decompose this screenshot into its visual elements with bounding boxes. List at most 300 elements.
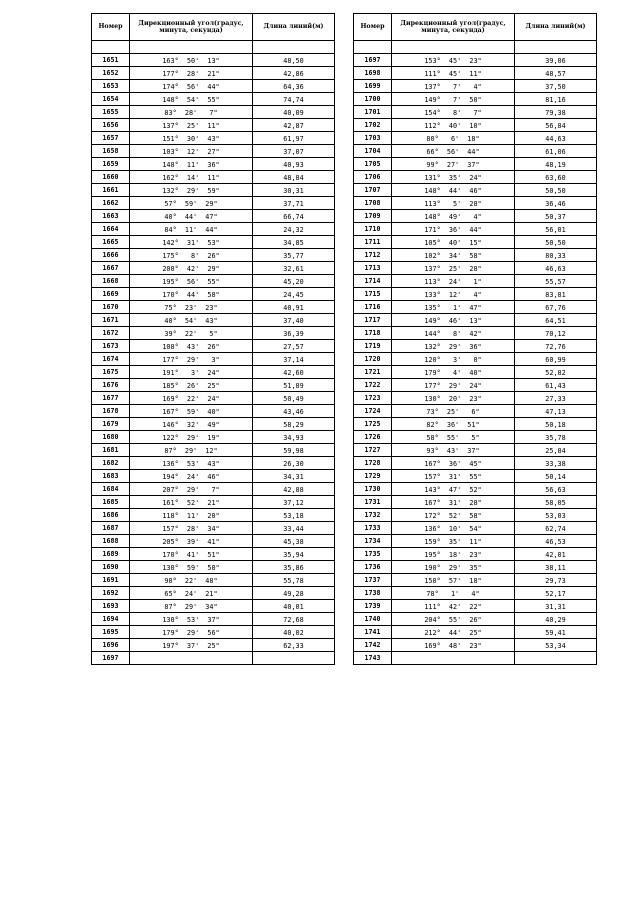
line-length: 24,32	[253, 223, 335, 236]
point-number: 1694	[92, 613, 130, 626]
table-row	[92, 184, 335, 197]
direction-angle: 93° 43' 37"	[392, 444, 515, 457]
table-row	[354, 340, 597, 353]
point-number: 1697	[354, 54, 392, 67]
line-length: 53,34	[515, 639, 597, 652]
direction-angle: 108° 43' 26"	[130, 340, 253, 353]
direction-angle: 87° 29' 34"	[130, 600, 253, 613]
point-number: 1711	[354, 236, 392, 249]
table-row	[92, 509, 335, 522]
direction-angle: 111° 42' 22"	[392, 600, 515, 613]
line-length: 31,31	[515, 600, 597, 613]
header-number: Номер	[354, 14, 392, 41]
direction-angle: 75° 23' 23"	[130, 301, 253, 314]
line-length: 61,97	[253, 132, 335, 145]
line-length: 38,11	[515, 561, 597, 574]
direction-angle: 103° 12' 27"	[130, 145, 253, 158]
line-length: 46,53	[515, 535, 597, 548]
direction-angle: 195° 18' 23"	[392, 548, 515, 561]
table-row	[92, 145, 335, 158]
direction-angle: 130° 59' 50"	[130, 561, 253, 574]
direction-angle: 197° 37' 25"	[130, 639, 253, 652]
table-row	[354, 483, 597, 496]
line-length: 56,84	[515, 119, 597, 132]
direction-angle: 151° 30' 43"	[130, 132, 253, 145]
line-length: 43,46	[253, 405, 335, 418]
angle-cell	[392, 41, 515, 54]
line-length: 53,18	[253, 509, 335, 522]
line-length: 27,33	[515, 392, 597, 405]
line-length: 37,40	[253, 314, 335, 327]
line-length: 26,30	[253, 457, 335, 470]
table-row	[92, 340, 335, 353]
line-length: 35,77	[253, 249, 335, 262]
line-length: 40,09	[253, 106, 335, 119]
point-number: 1737	[354, 574, 392, 587]
line-length: 67,76	[515, 301, 597, 314]
point-number: 1673	[92, 340, 130, 353]
line-length: 62,74	[515, 522, 597, 535]
table-row	[92, 574, 335, 587]
point-number: 1696	[92, 639, 130, 652]
direction-angle: 132° 29' 59"	[130, 184, 253, 197]
table-row	[92, 119, 335, 132]
point-number: 1705	[354, 158, 392, 171]
point-number: 1712	[354, 249, 392, 262]
point-number: 1652	[92, 67, 130, 80]
direction-angle: 163° 50' 13"	[130, 54, 253, 67]
direction-angle: 65° 24' 21"	[130, 587, 253, 600]
table-row	[354, 522, 597, 535]
line-length: 70,12	[515, 327, 597, 340]
table-row	[92, 41, 335, 54]
table-row	[354, 236, 597, 249]
direction-angle: 143° 47' 52"	[392, 483, 515, 496]
table-row	[354, 301, 597, 314]
point-number: 1695	[92, 626, 130, 639]
line-length: 40,01	[253, 600, 335, 613]
point-number: 1742	[354, 639, 392, 652]
direction-angle: 195° 56' 55"	[130, 275, 253, 288]
line-length: 42,01	[515, 548, 597, 561]
direction-angle: 40° 44' 47"	[130, 210, 253, 223]
direction-angle: 191° 3' 24"	[130, 366, 253, 379]
point-number: 1686	[92, 509, 130, 522]
table-row	[92, 639, 335, 652]
direction-angle: 200° 42' 29"	[130, 262, 253, 275]
direction-angle: 99° 27' 37"	[392, 158, 515, 171]
table-row	[354, 392, 597, 405]
direction-angle: 118° 11' 20"	[130, 509, 253, 522]
line-length: 62,33	[253, 639, 335, 652]
line-length: 63,60	[515, 171, 597, 184]
line-length: 50,14	[515, 470, 597, 483]
direction-angle: 212° 44' 25"	[392, 626, 515, 639]
direction-angle: 120° 3' 0"	[392, 353, 515, 366]
table-row	[354, 262, 597, 275]
table-row	[92, 652, 335, 665]
point-number: 1685	[92, 496, 130, 509]
table-row	[92, 249, 335, 262]
table-row	[354, 457, 597, 470]
point-number: 1651	[92, 54, 130, 67]
direction-angle: 169° 48' 23"	[392, 639, 515, 652]
table-row	[92, 366, 335, 379]
line-length: 40,02	[253, 626, 335, 639]
table-row	[354, 132, 597, 145]
direction-angle: 177° 28' 21"	[130, 67, 253, 80]
point-number: 1672	[92, 327, 130, 340]
direction-angle: 57° 59' 29"	[130, 197, 253, 210]
line-length: 33,44	[253, 522, 335, 535]
table-row	[354, 288, 597, 301]
table-row	[92, 353, 335, 366]
line-length: 50,49	[253, 392, 335, 405]
length-cell	[253, 41, 335, 54]
line-length: 37,50	[515, 80, 597, 93]
direction-angle: 113° 24' 1"	[392, 275, 515, 288]
line-length: 56,63	[515, 483, 597, 496]
point-number: 1739	[354, 600, 392, 613]
table-row	[354, 184, 597, 197]
table-row	[92, 561, 335, 574]
point-number: 1680	[92, 431, 130, 444]
header-angle: Дирекционный угол(градус, минута, секунда)	[130, 14, 253, 41]
line-length: 52,17	[515, 587, 597, 600]
table-row	[354, 613, 597, 626]
line-length: 36,39	[253, 327, 335, 340]
table-row	[92, 106, 335, 119]
table-row	[354, 509, 597, 522]
point-number: 1707	[354, 184, 392, 197]
line-length: 48,19	[515, 158, 597, 171]
line-length: 72,76	[515, 340, 597, 353]
table-row	[92, 600, 335, 613]
point-number: 1717	[354, 314, 392, 327]
line-length: 83,81	[515, 288, 597, 301]
line-length: 79,38	[515, 106, 597, 119]
line-length: 27,57	[253, 340, 335, 353]
direction-angle: 149° 46' 13"	[392, 314, 515, 327]
line-length: 58,29	[253, 418, 335, 431]
point-number-cell	[354, 41, 392, 54]
table-row	[354, 67, 597, 80]
header-angle: Дирекционный угол(градус, минута, секунда)	[392, 14, 515, 41]
line-length: 35,86	[253, 561, 335, 574]
point-number: 1693	[92, 600, 130, 613]
point-number: 1655	[92, 106, 130, 119]
line-length: 45,38	[253, 535, 335, 548]
table-row	[92, 223, 335, 236]
direction-angle: 146° 32' 49"	[130, 418, 253, 431]
point-number: 1714	[354, 275, 392, 288]
line-length: 45,20	[253, 275, 335, 288]
line-length: 37,71	[253, 197, 335, 210]
table-row	[92, 210, 335, 223]
table-row	[354, 600, 597, 613]
table-row	[92, 80, 335, 93]
point-number: 1728	[354, 457, 392, 470]
table-row	[354, 652, 597, 665]
point-number: 1735	[354, 548, 392, 561]
line-length: 52,82	[515, 366, 597, 379]
line-length: 80,33	[515, 249, 597, 262]
point-number: 1718	[354, 327, 392, 340]
line-length: 66,74	[253, 210, 335, 223]
direction-angle: 148° 54' 55"	[130, 93, 253, 106]
direction-angle: 185° 26' 25"	[130, 379, 253, 392]
point-number: 1706	[354, 171, 392, 184]
line-length: 34,85	[253, 236, 335, 249]
line-length: 56,01	[515, 223, 597, 236]
line-length: 48,50	[253, 54, 335, 67]
line-length: 47,13	[515, 405, 597, 418]
line-length: 53,03	[515, 509, 597, 522]
line-length: 42,60	[253, 366, 335, 379]
direction-angle: 170° 44' 58"	[130, 288, 253, 301]
point-number: 1725	[354, 418, 392, 431]
table-row	[354, 106, 597, 119]
direction-angle: 136° 10' 54"	[392, 522, 515, 535]
table-row	[354, 145, 597, 158]
direction-angle: 154° 8' 7"	[392, 106, 515, 119]
length-cell	[515, 652, 597, 665]
direction-angle: 131° 35' 24"	[392, 171, 515, 184]
table-row	[354, 496, 597, 509]
point-number: 1663	[92, 210, 130, 223]
direction-angle: 148° 11' 36"	[130, 158, 253, 171]
direction-angle: 58° 55' 5"	[392, 431, 515, 444]
table-row	[92, 288, 335, 301]
direction-angle: 149° 7' 50"	[392, 93, 515, 106]
point-number: 1678	[92, 405, 130, 418]
direction-angle: 205° 39' 41"	[130, 535, 253, 548]
point-number: 1736	[354, 561, 392, 574]
table-row	[354, 418, 597, 431]
point-number: 1740	[354, 613, 392, 626]
table-row	[354, 210, 597, 223]
line-length: 61,43	[515, 379, 597, 392]
point-number: 1698	[354, 67, 392, 80]
line-length: 59,41	[515, 626, 597, 639]
line-length: 40,29	[515, 613, 597, 626]
direction-angle: 144° 8' 42"	[392, 327, 515, 340]
table-row	[92, 483, 335, 496]
table-row	[92, 327, 335, 340]
line-length: 81,16	[515, 93, 597, 106]
line-length: 59,98	[253, 444, 335, 457]
direction-angle: 142° 31' 53"	[130, 236, 253, 249]
point-number: 1670	[92, 301, 130, 314]
line-length: 50,18	[515, 418, 597, 431]
line-length: 58,05	[515, 496, 597, 509]
table-row	[92, 496, 335, 509]
line-length: 39,06	[515, 54, 597, 67]
length-cell	[253, 652, 335, 665]
direction-angle: 40° 54' 43"	[130, 314, 253, 327]
table-row	[354, 535, 597, 548]
point-number: 1722	[354, 379, 392, 392]
table-row	[354, 444, 597, 457]
point-number: 1701	[354, 106, 392, 119]
point-number: 1709	[354, 210, 392, 223]
direction-angle: 122° 29' 19"	[130, 431, 253, 444]
header-length: Длина линий(м)	[253, 14, 335, 41]
direction-angle: 167° 31' 28"	[392, 496, 515, 509]
table-row	[354, 639, 597, 652]
line-length: 50,37	[515, 210, 597, 223]
table-row	[92, 275, 335, 288]
direction-angle: 83° 28' 7"	[130, 106, 253, 119]
direction-angle: 82° 36' 51"	[392, 418, 515, 431]
point-number: 1738	[354, 587, 392, 600]
table-row	[354, 171, 597, 184]
line-length: 37,14	[253, 353, 335, 366]
table-body-right	[354, 41, 597, 665]
direction-angle: 174° 56' 44"	[130, 80, 253, 93]
table-row	[92, 171, 335, 184]
direction-angle: 135° 1' 47"	[392, 301, 515, 314]
point-number: 1720	[354, 353, 392, 366]
point-number: 1704	[354, 145, 392, 158]
line-length: 42,87	[253, 119, 335, 132]
direction-angle: 204° 55' 26"	[392, 613, 515, 626]
direction-angle: 130° 53' 37"	[130, 613, 253, 626]
direction-angle: 112° 40' 10"	[392, 119, 515, 132]
table-row	[92, 93, 335, 106]
point-number-cell	[92, 41, 130, 54]
point-number: 1731	[354, 496, 392, 509]
line-length: 40,93	[253, 158, 335, 171]
point-number: 1683	[92, 470, 130, 483]
direction-angle: 66° 56' 44"	[392, 145, 515, 158]
point-number: 1723	[354, 392, 392, 405]
line-length: 48,57	[515, 67, 597, 80]
point-number: 1741	[354, 626, 392, 639]
point-number: 1733	[354, 522, 392, 535]
line-length: 37,07	[253, 145, 335, 158]
point-number: 1676	[92, 379, 130, 392]
direction-angle: 167° 59' 40"	[130, 405, 253, 418]
table-row	[92, 379, 335, 392]
direction-angle: 113° 5' 28"	[392, 197, 515, 210]
point-number: 1716	[354, 301, 392, 314]
direction-angle: 207° 29' 7"	[130, 483, 253, 496]
direction-angle: 130° 20' 23"	[392, 392, 515, 405]
direction-angle: 169° 22' 24"	[130, 392, 253, 405]
point-number: 1727	[354, 444, 392, 457]
angle-cell	[130, 652, 253, 665]
line-length: 36,46	[515, 197, 597, 210]
direction-angle: 148° 44' 46"	[392, 184, 515, 197]
point-number: 1687	[92, 522, 130, 535]
direction-angle: 78° 1' 4"	[392, 587, 515, 600]
direction-angle: 190° 29' 35"	[392, 561, 515, 574]
table-row	[92, 67, 335, 80]
coordinates-table-right	[353, 13, 597, 665]
point-number: 1726	[354, 431, 392, 444]
direction-angle: 157° 28' 34"	[130, 522, 253, 535]
table-body-left	[92, 41, 335, 665]
line-length: 74,74	[253, 93, 335, 106]
direction-angle: 177° 29' 3"	[130, 353, 253, 366]
table-row	[92, 522, 335, 535]
point-number: 1659	[92, 158, 130, 171]
table-row	[92, 548, 335, 561]
direction-angle: 177° 29' 24"	[392, 379, 515, 392]
line-length: 61,06	[515, 145, 597, 158]
direction-angle: 84° 11' 44"	[130, 223, 253, 236]
line-length: 51,89	[253, 379, 335, 392]
table-row	[354, 574, 597, 587]
line-length: 50,50	[515, 184, 597, 197]
point-number: 1721	[354, 366, 392, 379]
line-length: 32,61	[253, 262, 335, 275]
table-row	[92, 613, 335, 626]
direction-angle: 137° 25' 11"	[130, 119, 253, 132]
line-length: 25,84	[515, 444, 597, 457]
point-number: 1671	[92, 314, 130, 327]
line-length: 35,94	[253, 548, 335, 561]
direction-angle: 111° 45' 11"	[392, 67, 515, 80]
point-number: 1703	[354, 132, 392, 145]
direction-angle: 39° 22' 5"	[130, 327, 253, 340]
line-length: 42,86	[253, 67, 335, 80]
direction-angle: 133° 12' 4"	[392, 288, 515, 301]
point-number: 1724	[354, 405, 392, 418]
point-number: 1677	[92, 392, 130, 405]
table-row	[92, 587, 335, 600]
direction-angle: 175° 8' 26"	[130, 249, 253, 262]
line-length: 40,91	[253, 301, 335, 314]
point-number: 1654	[92, 93, 130, 106]
table-row	[92, 262, 335, 275]
line-length: 55,78	[253, 574, 335, 587]
direction-angle: 136° 53' 43"	[130, 457, 253, 470]
table-row	[92, 158, 335, 171]
angle-cell	[392, 652, 515, 665]
point-number: 1692	[92, 587, 130, 600]
table-row	[354, 327, 597, 340]
table-row	[92, 626, 335, 639]
point-number: 1689	[92, 548, 130, 561]
table-row	[354, 431, 597, 444]
point-number: 1665	[92, 236, 130, 249]
point-number: 1668	[92, 275, 130, 288]
line-length: 60,99	[515, 353, 597, 366]
angle-cell	[130, 41, 253, 54]
table-row	[354, 54, 597, 67]
point-number: 1690	[92, 561, 130, 574]
point-number: 1664	[92, 223, 130, 236]
table-row	[92, 431, 335, 444]
direction-angle: 162° 14' 11"	[130, 171, 253, 184]
table-row	[92, 236, 335, 249]
table-row	[92, 301, 335, 314]
point-number: 1730	[354, 483, 392, 496]
table-row	[354, 405, 597, 418]
point-number: 1658	[92, 145, 130, 158]
line-length: 44,63	[515, 132, 597, 145]
point-number: 1681	[92, 444, 130, 457]
table-row	[354, 93, 597, 106]
table-row	[92, 535, 335, 548]
point-number: 1675	[92, 366, 130, 379]
table-row	[92, 132, 335, 145]
header-length: Длина линий(м)	[515, 14, 597, 41]
table-row	[354, 470, 597, 483]
point-number: 1682	[92, 457, 130, 470]
